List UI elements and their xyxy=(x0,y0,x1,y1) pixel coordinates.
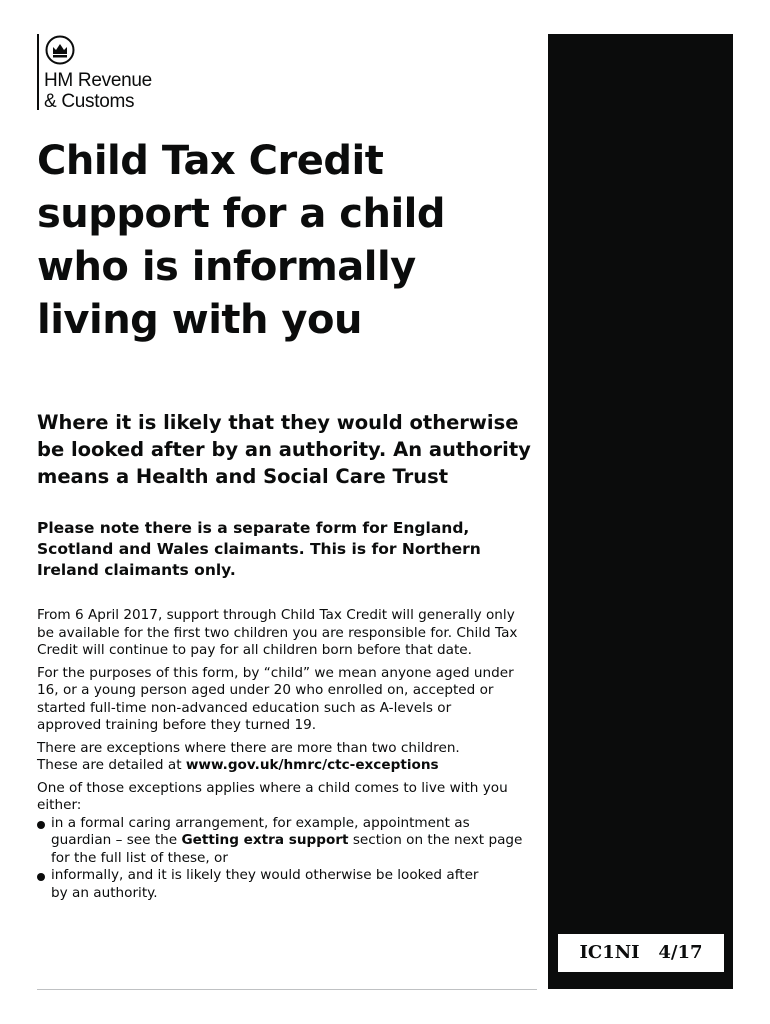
b2-line-2: by an authority. xyxy=(51,884,158,901)
p2-line-2: 16, or a young person aged under 20 who enrolled on, accepted or xyxy=(37,682,494,698)
p4-line-1: One of those exceptions applies where a child comes to live with you xyxy=(37,779,508,796)
p3-line-2 xyxy=(37,757,439,773)
p1-line-2: be available for the first two children you are responsible for. Child Tax xyxy=(37,624,518,641)
b1-line-2-post: section on the next page xyxy=(348,832,523,848)
logo-text xyxy=(44,70,152,112)
p4-line-2: either: xyxy=(37,797,82,813)
p2-line-3: started full-time non-advanced education such as A-levels or xyxy=(37,699,452,716)
list-item-formal xyxy=(37,815,537,868)
b1-line-3: for the full list of these, or xyxy=(51,849,228,866)
paragraph-limit xyxy=(37,607,537,660)
crown-icon xyxy=(45,35,75,65)
title-line-2: support for a child xyxy=(37,191,445,237)
form-code: IC1NI 4/17 xyxy=(558,934,724,972)
p3-line-2-text: These are detailed at xyxy=(37,757,186,773)
body-text xyxy=(37,607,537,902)
list-item-informal xyxy=(37,867,537,902)
p1-line-3: Credit will continue to pay for all children born before that date. xyxy=(37,642,472,658)
title-line-1: Child Tax Credit xyxy=(37,138,384,184)
logo-line-1: HM Revenue xyxy=(44,70,152,91)
paragraph-child-definition xyxy=(37,665,537,735)
title-line-4: living with you xyxy=(37,297,362,343)
sidebar-black-band xyxy=(548,34,733,989)
paragraph-exceptions xyxy=(37,740,537,775)
p2-line-4: approved training before they turned 19. xyxy=(37,717,317,733)
exceptions-link[interactable]: www.gov.uk/hmrc/ctc-exceptions xyxy=(185,757,439,773)
p3-line-1: There are exceptions where there are more than two children. xyxy=(37,739,460,756)
note-line-3: Ireland claimants only. xyxy=(37,561,236,579)
footer-rule xyxy=(37,989,537,990)
logo-line-2: & Customs xyxy=(44,91,135,112)
logo-bar xyxy=(37,34,39,110)
p2-line-1: For the purposes of this form, by “child” we mean anyone aged under xyxy=(37,664,514,681)
title-line-3: who is informally xyxy=(37,244,416,290)
regional-note xyxy=(37,518,537,581)
b2-line-1: informally, and it is likely they would otherwise be looked after xyxy=(51,867,479,883)
b1-line-1: in a formal caring arrangement, for example, appointment as xyxy=(51,814,470,831)
note-line-2: Scotland and Wales claimants. This is for Northern xyxy=(37,540,481,558)
subtitle-line-2: be looked after by an authority. An authority xyxy=(37,438,531,461)
p1-line-1: From 6 April 2017, support through Child Tax Credit will generally only xyxy=(37,607,515,623)
subtitle-line-1: Where it is likely that they would otherwise xyxy=(37,411,519,434)
subtitle xyxy=(37,409,537,490)
b1-line-2 xyxy=(51,832,522,848)
hmrc-logo xyxy=(37,34,187,110)
paragraph-either xyxy=(37,780,537,815)
b1-line-2-bold: Getting extra support xyxy=(181,832,349,848)
note-line-1: Please note there is a separate form for England, xyxy=(37,519,470,537)
page-title xyxy=(37,135,517,347)
subtitle-line-3: means a Health and Social Care Trust xyxy=(37,465,449,488)
b1-line-2-pre: guardian – see the xyxy=(51,832,182,848)
exceptions-list xyxy=(37,815,537,903)
